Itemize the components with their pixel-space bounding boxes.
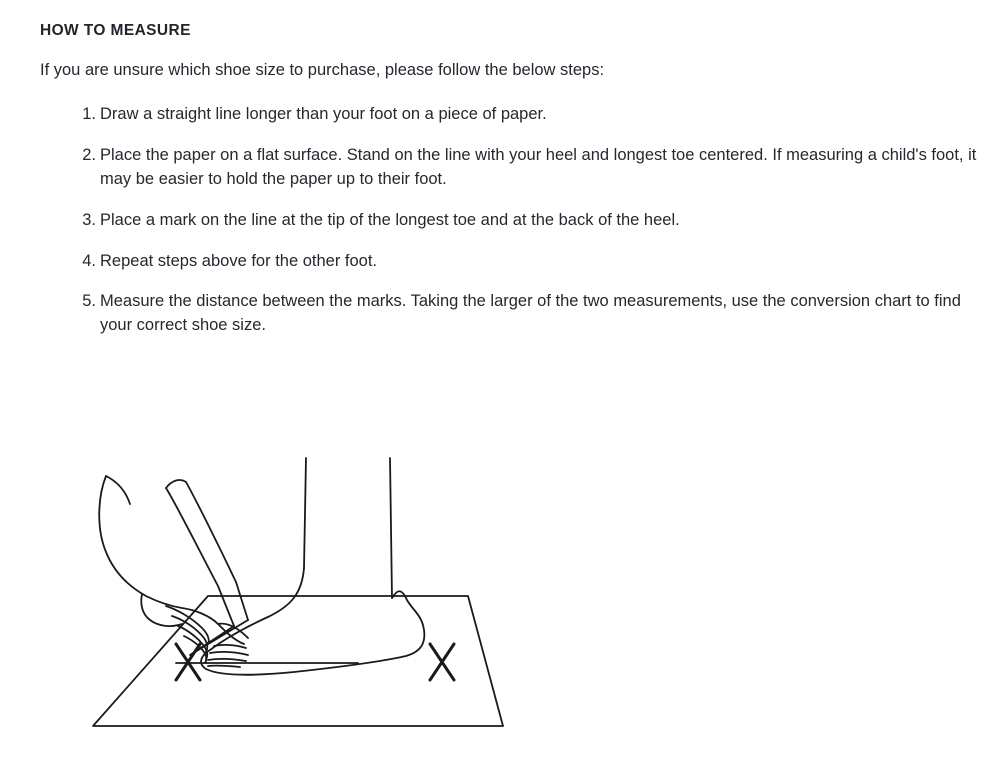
- list-item: Repeat steps above for the other foot.: [100, 251, 378, 270]
- toe-x-mark: [176, 644, 200, 680]
- intro-paragraph: If you are unsure which shoe size to purchase, please follow the below steps:: [40, 60, 605, 79]
- pen-body-right: [186, 482, 248, 620]
- toe-line-4: [208, 666, 240, 667]
- list-item: Place the paper on a flat surface. Stand on the line with your heel and longest toe centered. If measuring a child's foot, it may be easier to hold the paper up to their foot.: [100, 145, 977, 188]
- wrist-line: [106, 476, 130, 504]
- list-item: Place a mark on the line at the tip of the longest toe and at the back of the heel.: [100, 210, 680, 229]
- list-item: Draw a straight line longer than your foot on a piece of paper.: [100, 104, 547, 123]
- leg-front-line: [304, 458, 306, 568]
- foot-measuring-illustration: [58, 448, 528, 748]
- list-item: Measure the distance between the marks. Taking the larger of the two measurements, use the conversion chart to find your correct shoe size.: [100, 292, 961, 335]
- toe-line-2: [210, 652, 248, 655]
- hand-outline: [99, 476, 244, 644]
- toe-line-1: [214, 645, 246, 648]
- pen-cap-end: [166, 480, 186, 488]
- measure-steps-list: [40, 103, 981, 338]
- leg-back-line: [390, 458, 392, 598]
- illustration-svg: [58, 448, 528, 748]
- heel-x-mark: [430, 644, 454, 680]
- page-title: HOW TO MEASURE: [40, 22, 191, 39]
- toe-line-3: [208, 659, 246, 661]
